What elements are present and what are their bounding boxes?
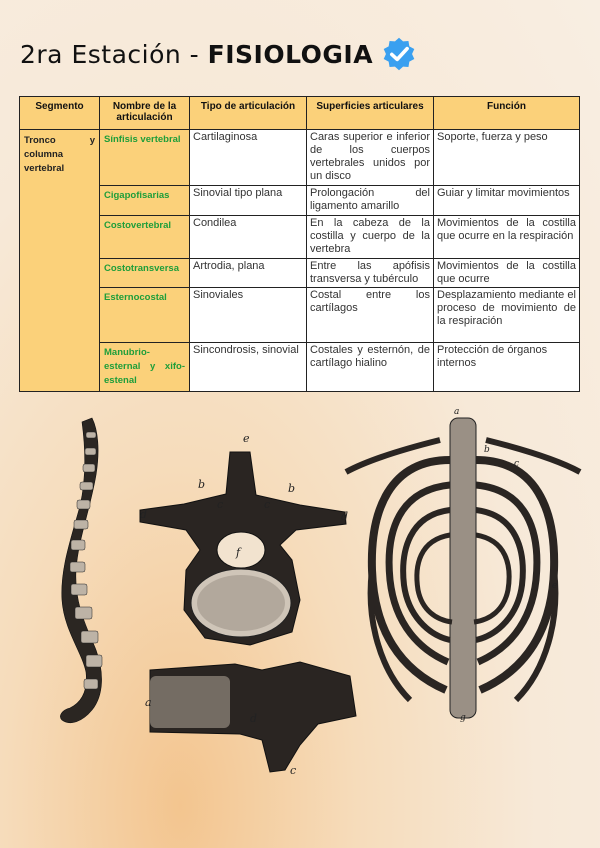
row-superficies: Prolongación del ligamento amarillo (307, 186, 434, 216)
figure-label: d (250, 712, 258, 725)
figure-label: c (217, 498, 224, 511)
table-row (20, 216, 580, 259)
table-row (20, 343, 580, 392)
table-row (20, 186, 580, 216)
figure-label: f (236, 546, 241, 559)
row-superficies: Costal entre los cartílagos (307, 288, 434, 343)
figure-label: c (514, 459, 520, 469)
row-funcion: Movimientos de la costilla que ocurre (434, 259, 580, 288)
table-row (20, 288, 580, 343)
row-name: Esternocostal (100, 288, 190, 343)
page-title (20, 36, 417, 72)
row-name: Manubrio-esternal y xifo-estenal (100, 343, 190, 392)
title-strong: FISIOLOGIA (207, 39, 374, 69)
vertebra-top-illustration (140, 432, 348, 645)
row-funcion: Soporte, fuerza y peso (434, 130, 580, 186)
segment-cell: Tronco y columna vertebral (20, 130, 100, 392)
header-segmento: Segmento (20, 97, 100, 130)
title-prefix: 2ra Estación - (20, 39, 208, 69)
figure-label: c (290, 764, 297, 777)
header-nombre: Nombre de la articulación (100, 97, 190, 130)
row-name: Costotransversa (100, 259, 190, 288)
row-name: Costovertebral (100, 216, 190, 259)
table-row (20, 259, 580, 288)
row-funcion: Protección de órganos internos (434, 343, 580, 392)
row-name: Cigapofisarias (100, 186, 190, 216)
rib-cage-illustration (346, 407, 580, 723)
row-superficies: Caras superior e inferior de los cuerpos vertebrales unidos por un disco (307, 130, 434, 186)
header-superficies: Superficies articulares (307, 97, 434, 130)
figure-label: b (484, 445, 490, 455)
row-funcion: Desplazamiento mediante el proceso de movimiento de la respiración (434, 288, 580, 343)
verified-check-badge-icon (381, 36, 417, 72)
figure-label: d (341, 510, 349, 523)
spine-illustration (60, 418, 102, 723)
row-name: Sínfisis vertebral (100, 130, 190, 186)
figure-label: e (243, 432, 250, 445)
row-funcion: Movimientos de la costilla que ocurre en la respiración (434, 216, 580, 259)
figure-label: a (454, 407, 460, 417)
row-superficies: En la cabeza de la costilla y cuerpo de la vertebra (307, 216, 434, 259)
figure-label: e (552, 581, 558, 591)
row-tipo: Artrodia, plana (190, 259, 307, 288)
row-funcion: Guiar y limitar movimientos (434, 186, 580, 216)
figure-label: a (145, 696, 152, 709)
header-funcion: Función (434, 97, 580, 130)
row-superficies: Costales y esternón, de cartílago hialino (307, 343, 434, 392)
figure-label: b (288, 482, 296, 495)
row-superficies: Entre las apófisis transversa y tubérculo (307, 259, 434, 288)
row-tipo: Sinovial tipo plana (190, 186, 307, 216)
figure-label: c (264, 498, 271, 511)
vertebra-side-illustration (145, 662, 356, 777)
header-tipo: Tipo de articulación (190, 97, 307, 130)
anatomy-illustrations (0, 400, 600, 848)
table-row (20, 130, 580, 186)
row-tipo: Sinoviales (190, 288, 307, 343)
figure-label: g (460, 713, 466, 723)
row-tipo: Condilea (190, 216, 307, 259)
table-header-row (20, 97, 580, 130)
row-tipo: Cartilaginosa (190, 130, 307, 186)
row-tipo: Sincondrosis, sinovial (190, 343, 307, 392)
figure-label: d (140, 508, 148, 521)
figure-label: b (198, 478, 206, 491)
articulations-table (19, 96, 580, 392)
